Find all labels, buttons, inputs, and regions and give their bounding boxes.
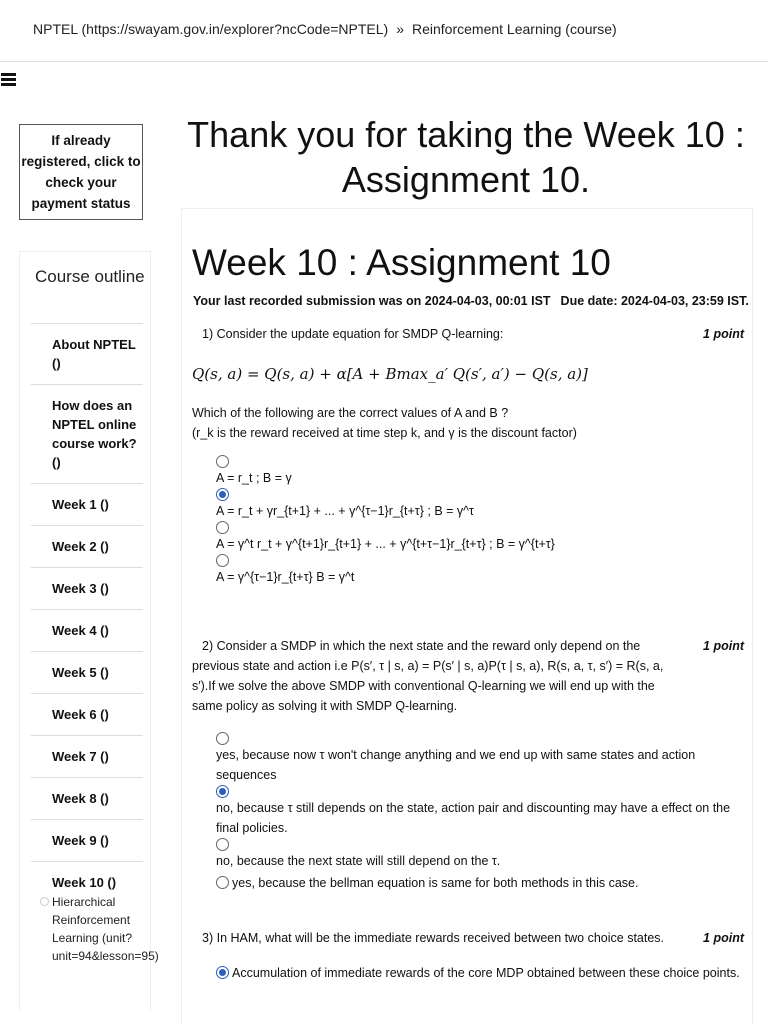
option-1[interactable] — [216, 963, 744, 983]
question-3-header — [192, 928, 744, 948]
submission-info — [193, 294, 749, 308]
points-label: 1 point — [703, 639, 744, 653]
question-note: (r_k is the reward received at time step k, and γ is the discount factor) — [192, 426, 577, 440]
radio-button[interactable] — [216, 521, 229, 534]
nav-subitem-hierarchical-rl[interactable] — [38, 893, 159, 965]
course-outline-nav — [31, 323, 143, 903]
question-number: 2) — [202, 639, 214, 653]
nav-item-week-6[interactable]: Week 6 () — [31, 693, 143, 735]
nav-subitem-label: Hierarchical Reinforcement Learning (unit?unit=94&lesson=95) — [52, 895, 159, 963]
points-label: 1 point — [703, 931, 744, 945]
last-submission-text: Your last recorded submission was on 2024-04-03, 00:01 IST — [193, 294, 551, 308]
course-outline-sidebar — [19, 251, 159, 1011]
options-list — [192, 963, 744, 983]
course-outline-title: Course outline — [35, 267, 145, 286]
question-text: Consider the update equation for SMDP Q-learning: — [216, 327, 504, 341]
nav-item-week-7[interactable]: Week 7 () — [31, 735, 143, 777]
option-3[interactable] — [216, 521, 744, 554]
nav-item-week-4[interactable]: Week 4 () — [31, 609, 143, 651]
radio-button[interactable] — [216, 876, 229, 889]
radio-button-selected[interactable] — [216, 785, 229, 798]
breadcrumb-site-link[interactable]: NPTEL (https://swayam.gov.in/explorer?ncCode=NPTEL) — [33, 21, 389, 37]
radio-button[interactable] — [216, 838, 229, 851]
nav-item-week-1[interactable]: Week 1 () — [31, 483, 143, 525]
nav-item-week-9[interactable]: Week 9 () — [31, 819, 143, 861]
option-4[interactable] — [216, 554, 744, 587]
question-3 — [192, 928, 744, 983]
breadcrumb-course-link[interactable]: Reinforcement Learning (course) — [412, 21, 617, 37]
question-2-header — [192, 636, 744, 716]
question-number: 3) — [202, 931, 214, 945]
option-text: no, because the next state will still depend on the τ. — [216, 854, 501, 868]
question-number: 1) — [202, 327, 214, 341]
nav-item-week-10[interactable]: Week 10 () — [31, 861, 143, 903]
payment-status-button[interactable]: If already registered, click to check your payment status — [19, 124, 143, 220]
option-3[interactable] — [216, 838, 744, 871]
option-text: A = γ^{τ−1}r_{t+τ} B = γ^t — [216, 570, 355, 584]
due-date-text: Due date: 2024-04-03, 23:59 IST. — [560, 294, 749, 308]
option-text: A = r_t + γr_{t+1} + ... + γ^{τ−1}r_{t+τ} ; B = γ^τ — [216, 504, 474, 518]
hamburger-icon[interactable] — [1, 71, 19, 88]
option-text: Accumulation of immediate rewards of the core MDP obtained between these choice points. — [232, 966, 740, 980]
radio-button[interactable] — [216, 455, 229, 468]
breadcrumb-separator: » — [396, 21, 404, 37]
nav-item-about-nptel[interactable]: About NPTEL () — [31, 323, 143, 384]
update-equation: Q(s, a) = Q(s, a) + α[A + Bmax_a′ Q(s′, a′) − Q(s, a)] — [192, 365, 588, 383]
options-list — [192, 455, 744, 587]
nav-item-week-5[interactable]: Week 5 () — [31, 651, 143, 693]
points-label: 1 point — [703, 327, 744, 341]
option-text: A = γ^t r_t + γ^{t+1}r_{t+1} + ... + γ^{t+τ−1}r_{t+τ} ; B = γ^{t+τ} — [216, 537, 555, 551]
option-text: A = r_t ; B = γ — [216, 471, 292, 485]
nav-item-how-it-works[interactable]: How does an NPTEL online course work? () — [31, 384, 143, 483]
thank-you-message: Thank you for taking the Week 10 : Assignment 10. — [187, 114, 745, 200]
option-2[interactable] — [216, 488, 744, 521]
option-2[interactable] — [216, 785, 744, 838]
option-4[interactable] — [216, 873, 744, 893]
question-1 — [192, 324, 744, 587]
radio-button-selected[interactable] — [216, 966, 229, 979]
page-title: Week 10 : Assignment 10 — [192, 242, 611, 283]
nav-item-week-8[interactable]: Week 8 () — [31, 777, 143, 819]
question-text: In HAM, what will be the immediate rewards received between two choice states. — [216, 931, 665, 945]
option-1[interactable] — [216, 455, 744, 488]
assignment-panel — [181, 208, 753, 1024]
radio-button[interactable] — [216, 732, 229, 745]
nav-item-week-3[interactable]: Week 3 () — [31, 567, 143, 609]
breadcrumb — [33, 21, 617, 37]
question-text: Consider a SMDP in which the next state and the reward only depend on the previous state and action i.e P(s′, τ | s, a) = P(s′ | s, a)P(τ | s, a), R(s, a, τ, s′) = R(s, a, s′).If we solve the above SMDP with conventional Q-learning we will end up with the same policy as solving it with SMDP Q-learning. — [192, 639, 664, 713]
question-2 — [192, 636, 744, 893]
option-text: yes, because the bellman equation is same for both methods in this case. — [232, 876, 639, 890]
option-text: no, because τ still depends on the state, action pair and discounting may have a effect on the final policies. — [216, 801, 731, 835]
question-prompt: Which of the following are the correct values of A and B ? — [192, 406, 509, 420]
option-text: yes, because now τ won't change anything and we end up with same states and action sequences — [216, 748, 696, 782]
nav-item-week-2[interactable]: Week 2 () — [31, 525, 143, 567]
options-list — [192, 732, 744, 893]
option-1[interactable] — [216, 732, 744, 785]
top-bar — [0, 0, 768, 62]
radio-button[interactable] — [216, 554, 229, 567]
status-dot-icon — [40, 897, 49, 906]
radio-button-selected[interactable] — [216, 488, 229, 501]
question-1-header — [192, 324, 744, 344]
